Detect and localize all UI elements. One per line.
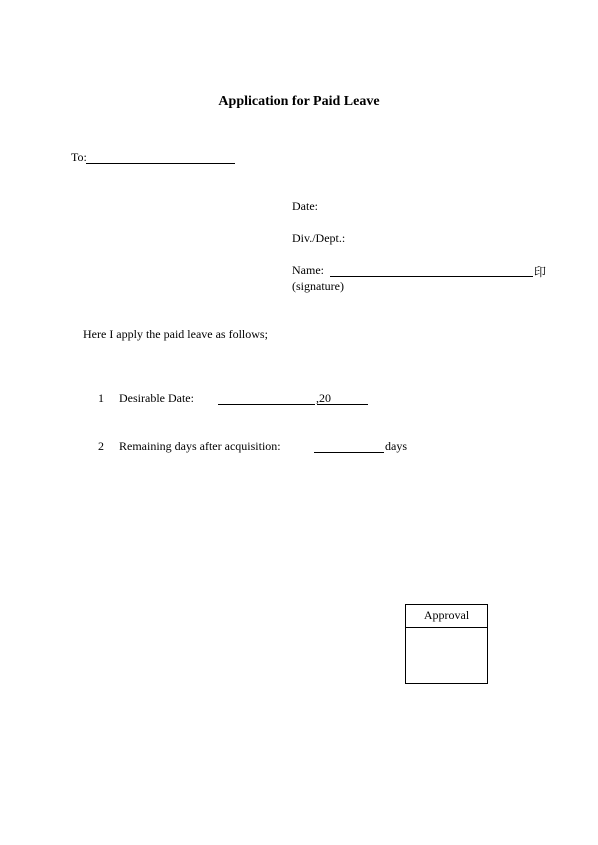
seal-mark: 印: [534, 265, 547, 279]
approval-stamp-area[interactable]: [406, 628, 487, 683]
division-label: Div./Dept.:: [292, 231, 346, 245]
approval-header: Approval: [406, 605, 487, 628]
date-label: Date:: [292, 199, 318, 213]
signature-label: (signature): [292, 279, 344, 293]
to-label: To:: [71, 150, 87, 164]
year-field-line[interactable]: [317, 404, 368, 405]
approval-box: [405, 604, 488, 684]
remaining-days-label: Remaining days after acquisition:: [119, 439, 281, 453]
name-label: Name:: [292, 263, 324, 277]
name-field-line[interactable]: [330, 276, 533, 277]
to-field-line[interactable]: [86, 163, 235, 164]
item-number-2: 2: [98, 439, 104, 453]
desirable-date-field-line[interactable]: [218, 404, 315, 405]
desirable-date-label: Desirable Date:: [119, 391, 194, 405]
days-unit: days: [385, 439, 407, 453]
page-title: Application for Paid Leave: [218, 94, 380, 109]
intro-text: Here I apply the paid leave as follows;: [83, 327, 268, 341]
remaining-days-field-line[interactable]: [314, 452, 384, 453]
year-prefix: ,20: [316, 391, 331, 405]
item-number-1: 1: [98, 391, 104, 405]
